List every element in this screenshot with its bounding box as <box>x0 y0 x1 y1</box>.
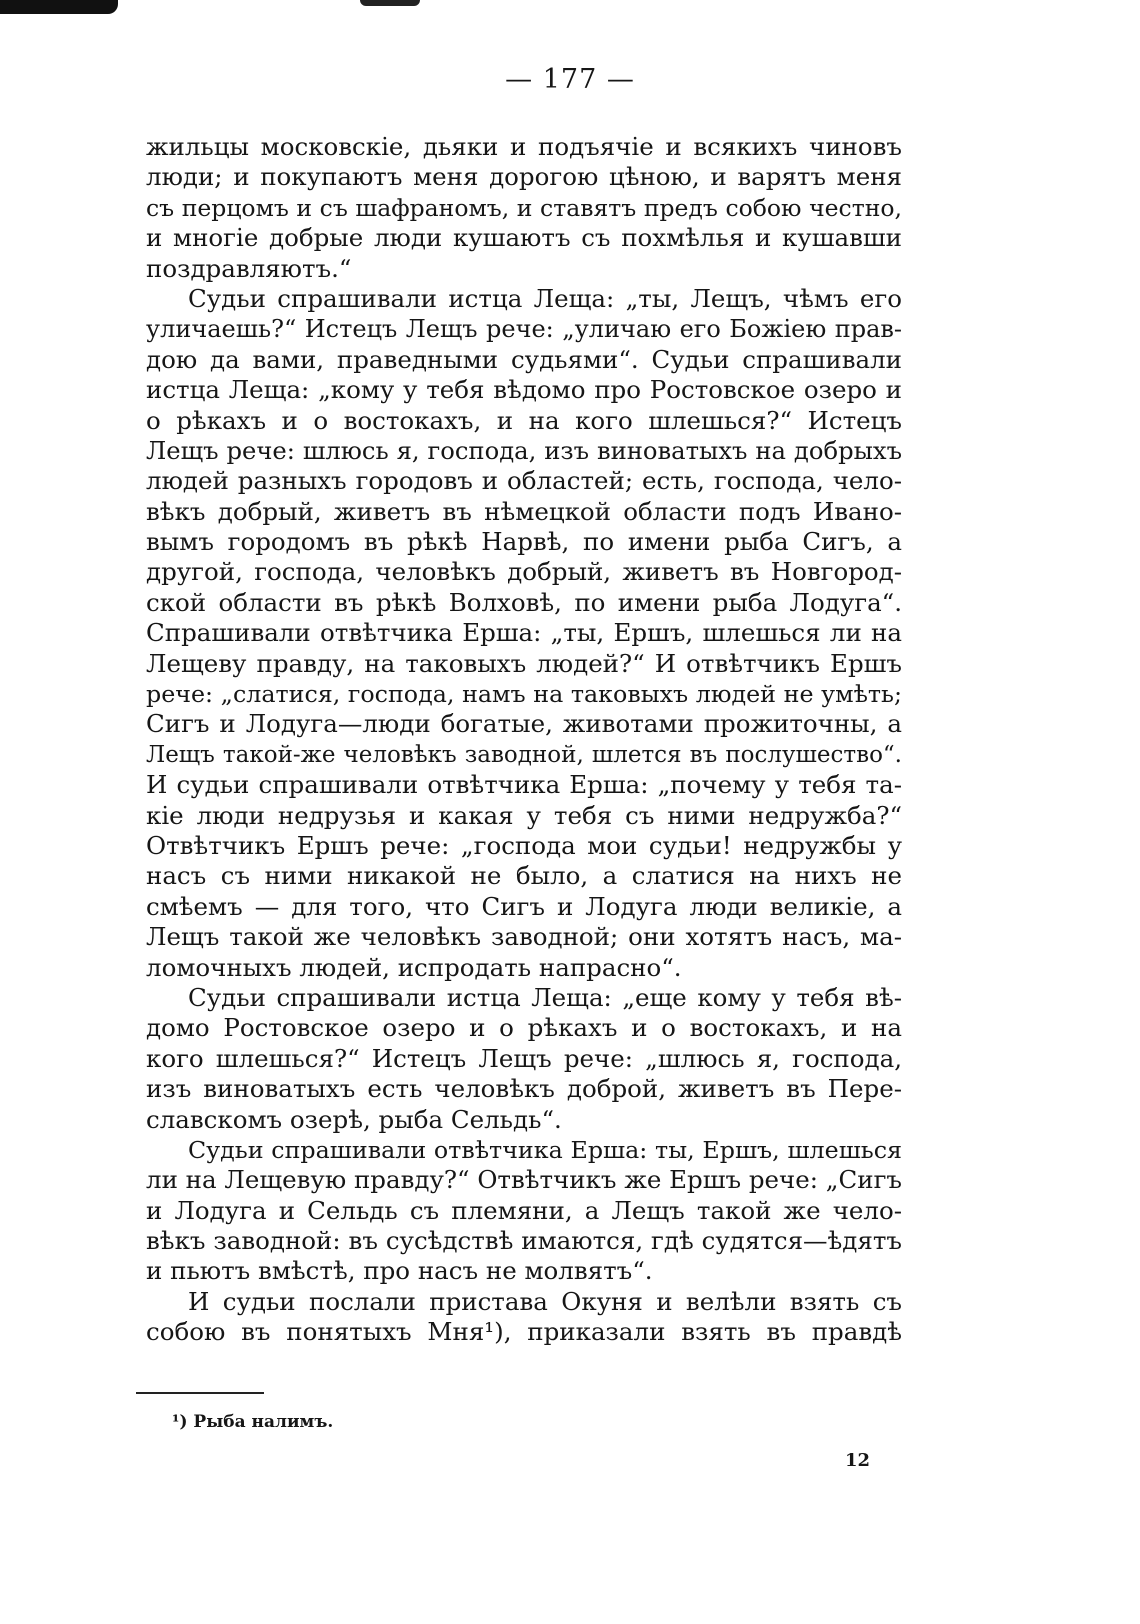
text-line: насъ съ ними никакой не было, а слатися на нихъ не <box>146 861 902 891</box>
text-line: Лещъ такой же человѣкъ заводной; они хотятъ насъ, ма- <box>146 922 902 952</box>
text-line: люди; и покупаютъ меня дорогою цѣною, и варятъ меня <box>146 162 902 192</box>
text-line: и пьютъ вмѣстѣ, про насъ не молвятъ“. <box>146 1256 653 1286</box>
text-line: уличаешь?“ Истецъ Лещъ рече: „уличаю его Божіею прав- <box>146 315 902 344</box>
footnote-divider <box>136 1392 264 1394</box>
text-line: и многіе добрые люди кушаютъ съ похмѣлья и кушавши <box>146 223 902 253</box>
text-line: вымъ городомъ въ рѣкѣ Нарвѣ, по имени рыба Сигъ, а <box>146 527 902 557</box>
text-line: жильцы московскіе, дьяки и подъячіе и всякихъ чиновъ <box>146 132 902 161</box>
text-line: Судьи спрашивали истца Леща: „ты, Лещъ, чѣмъ его <box>188 283 902 313</box>
text-line: кіе люди недрузья и какая у тебя съ ними недружба?“ <box>146 800 902 830</box>
footnote: ¹) Рыба налимъ. <box>172 1412 334 1432</box>
text-line: Отвѣтчикъ Ершъ рече: „господа мои судьи! недружбы у <box>146 830 902 860</box>
text-line: Судьи спрашивали отвѣтчика Ерша: ты, Ершъ, шлешься <box>188 1135 902 1164</box>
scan-artifact <box>0 0 118 14</box>
text-line: славскомъ озерѣ, рыба Сельдь“. <box>146 1104 562 1134</box>
printer-signature-mark: 12 <box>845 1450 871 1471</box>
text-line: ской области въ рѣкѣ Волховѣ, по имени рыба Лодуга“. <box>146 587 902 617</box>
page-number: — 177 — <box>505 64 635 95</box>
text-line: людей разныхъ городовъ и областей; есть, господа, чело- <box>146 466 902 496</box>
text-line: кого шлешься?“ Истецъ Лещъ рече: „шлюсь я, господа, <box>146 1043 902 1073</box>
text-line: съ перцомъ и съ шафраномъ, и ставятъ предъ собою честно, <box>146 193 902 222</box>
text-line: о рѣкахъ и о востокахъ, и на кого шлешься?“ Истецъ <box>146 405 902 435</box>
text-line: Спрашивали отвѣтчика Ерша: „ты, Ершъ, шлешься ли на <box>146 618 902 648</box>
text-line: истца Леща: „кому у тебя вѣдомо про Ростовское озеро и <box>146 375 902 405</box>
text-line: И судьи послали пристава Окуня и велѣли взять съ <box>188 1286 902 1316</box>
text-line: домо Ростовское озеро и о рѣкахъ и о востокахъ, и на <box>146 1013 902 1043</box>
text-line: собою въ понятыхъ Мня¹), приказали взять въ правдѣ <box>146 1317 902 1347</box>
text-line: Лещъ такой-же человѣкъ заводной, шлется въ послушество“. <box>146 741 902 768</box>
text-line: Лещеву правду, на таковыхъ людей?“ И отвѣтчикъ Ершъ <box>146 648 902 678</box>
text-line: изъ виноватыхъ есть человѣкъ доброй, живетъ въ Пере- <box>146 1074 902 1104</box>
text-line: вѣкъ добрый, живетъ въ нѣмецкой области подъ Ивано- <box>146 496 902 526</box>
scan-artifact-secondary <box>360 0 420 6</box>
text-line: другой, господа, человѣкъ добрый, живетъ въ Новгород- <box>146 557 902 587</box>
text-line: ли на Лещевую правду?“ Отвѣтчикъ же Ершъ рече: „Сигъ <box>146 1165 902 1195</box>
text-line: И судьи спрашивали отвѣтчика Ерша: „почему у тебя та- <box>146 770 902 800</box>
body-text <box>146 132 902 1348</box>
text-line: смѣемъ — для того, что Сигъ и Лодуга люди великіе, а <box>146 891 902 921</box>
text-line: Лещъ рече: шлюсь я, господа, изъ виноватыхъ на добрыхъ <box>146 435 902 465</box>
text-line: дою да вами, праведными судьями“. Судьи спрашивали <box>146 344 902 374</box>
text-line: ломочныхъ людей, испродать напрасно“. <box>146 952 682 982</box>
text-line: Сигъ и Лодуга—люди богатые, животами прожиточны, а <box>146 709 902 739</box>
text-line: и Лодуга и Сельдь съ племяни, а Лещъ такой же чело- <box>146 1195 902 1225</box>
text-line: вѣкъ заводной: въ сусѣдствѣ имаются, гдѣ судятся—ѣдятъ <box>146 1226 902 1256</box>
text-line: рече: „слатися, господа, намъ на таковыхъ людей не умѣть; <box>146 680 902 709</box>
text-line: Судьи спрашивали истца Леща: „еще кому у тебя вѣ- <box>188 982 902 1012</box>
text-line: поздравляютъ.“ <box>146 253 352 283</box>
